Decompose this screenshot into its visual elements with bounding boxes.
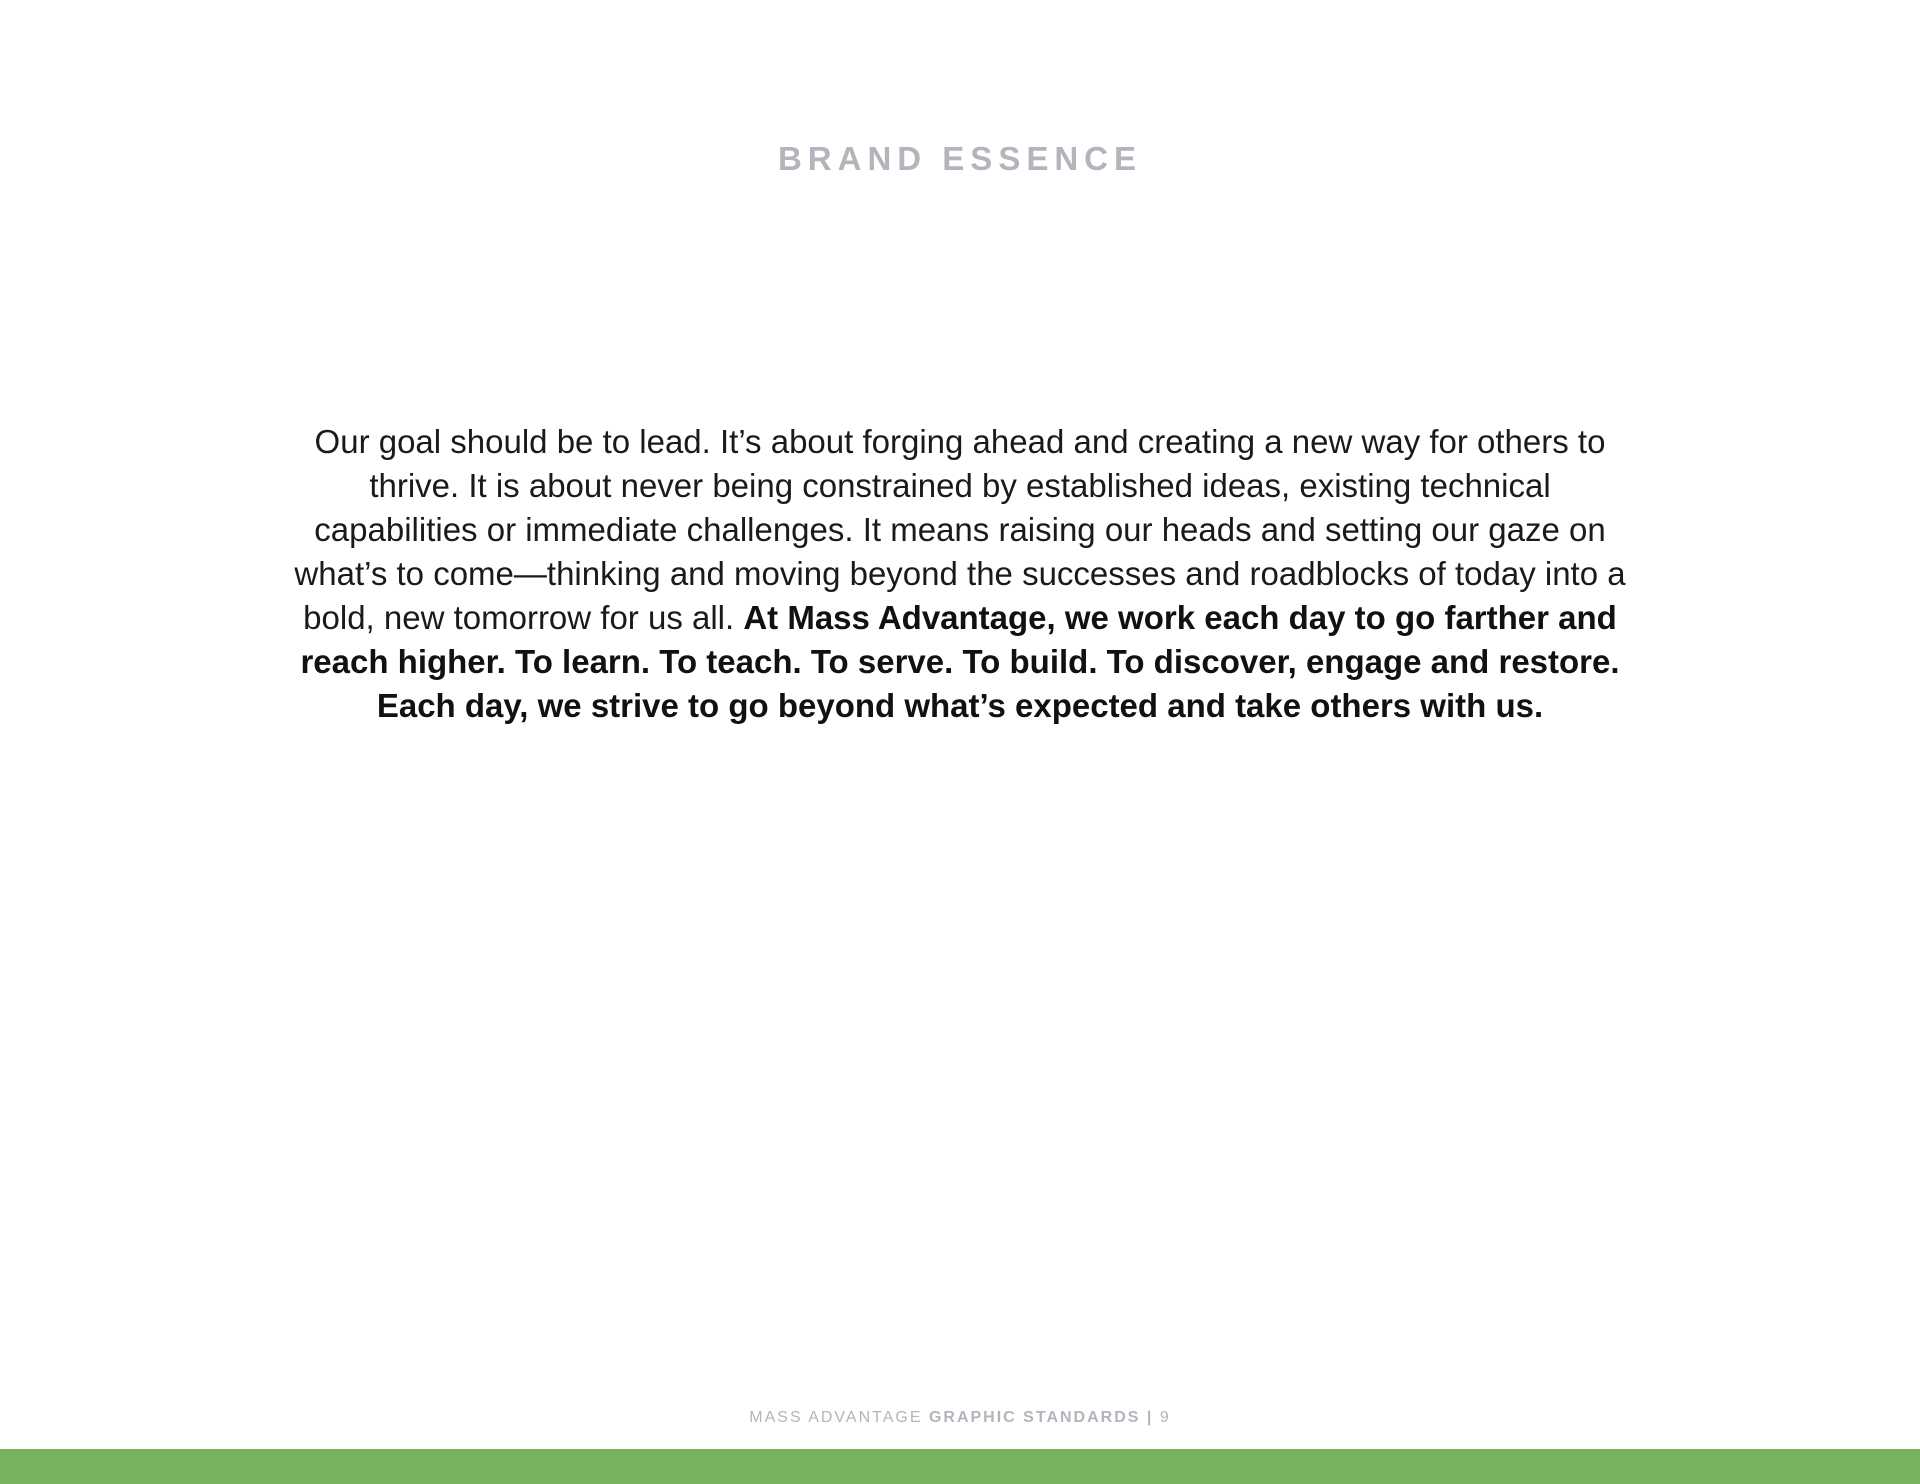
- footer-page-number: 9: [1159, 1409, 1171, 1426]
- green-accent-bar: [0, 1449, 1920, 1484]
- footer-separator: |: [1140, 1409, 1160, 1426]
- paragraph-regular-text: Our goal should be to lead. It’s about forging ahead and creating a new way for others to thrive. It is about never being constrained by established ideas, existing technical capabilities or immediate challenges. It means raising our heads and setting our gaze on what’s to come—thinking and moving beyond the successes and roadblocks of today into a bold, new tomorrow for us all.: [294, 423, 1626, 636]
- footer-brand: MASS ADVANTAGE: [749, 1409, 929, 1426]
- brand-essence-paragraph: [290, 420, 1630, 728]
- page-title: BRAND ESSENCE: [777, 140, 1143, 177]
- footer-document-name: GRAPHIC STANDARDS: [928, 1409, 1141, 1426]
- page-footer: [0, 1409, 1920, 1427]
- paragraph-bold-text: At Mass Advantage, we work each day to go farther and reach higher. To learn. To teach. To serve. To build. To discover, engage and restore. Each day, we strive to go beyond what’s expected and take others with us.: [300, 599, 1620, 724]
